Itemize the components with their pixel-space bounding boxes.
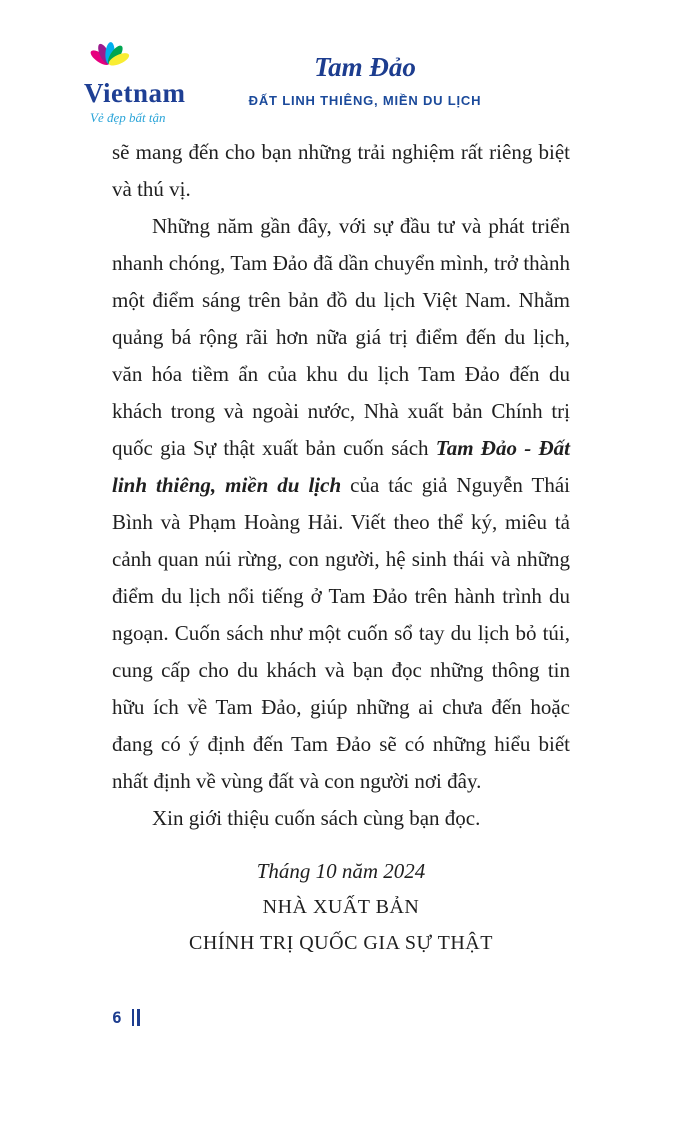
logo-brand-text: Vietnam [84, 78, 186, 108]
text-run: sẽ mang đến cho bạn những trải nghiệm rất riêng biệt và thú vị. [112, 140, 570, 201]
book-title-inline: Tam Đảo - Đất linh thiêng, miền du lịch [112, 436, 570, 497]
flower-icon [86, 38, 132, 84]
page-number: 6 [112, 1008, 122, 1027]
text-run: Xin giới thiệu cuốn sách cùng bạn đọc. [152, 806, 481, 830]
body-paragraphs [112, 134, 570, 837]
publisher-line-1: NHÀ XUẤT BẢN [262, 896, 420, 918]
paragraph [112, 800, 570, 837]
logo-tagline-text: Vẻ đẹp bất tận [90, 110, 166, 125]
vietnam-tourism-logo [84, 52, 214, 126]
closing-date: Tháng 10 năm 2024 [256, 859, 426, 883]
book-subtitle: ĐẤT LINH THIÊNG, MIỀN DU LỊCH [248, 93, 482, 108]
publisher-line-2: CHÍNH TRỊ QUỐC GIA SỰ THẬT [189, 932, 493, 954]
book-title-block [230, 52, 500, 108]
text-run: của tác giả Nguyễn Thái Bình và Phạm Hoàng Hải. Viết theo thể ký, miêu tả cảnh quan núi rừng, con người, hệ sinh thái và những điểm du lịch nổi tiếng ở Tam Đảo trên hành trình du ngoạn. Cuốn sách như một cuốn sổ tay du lịch bỏ túi, cung cấp cho du khách và bạn đọc những thông tin hữu ích về Tam Đảo, giúp những ai chưa đến hoặc đang có ý định đến Tam Đảo sẽ có những hiểu biết nhất định về vùng đất và con người nơi đây. [112, 473, 570, 793]
closing-block [112, 853, 570, 961]
page-content [112, 134, 570, 961]
text-run: Những năm gần đây, với sự đầu tư và phát triển nhanh chóng, Tam Đảo đã dần chuyển mình, trở thành một điểm sáng trên bản đồ du lịch Việt Nam. Nhằm quảng bá rộng rãi hơn nữa giá trị điểm đến du lịch, văn hóa tiềm ẩn của khu du lịch Tam Đảo đến du khách trong và ngoài nước, Nhà xuất bản Chính trị quốc gia Sự thật xuất bản cuốn sách [112, 214, 570, 460]
paragraph [112, 134, 570, 208]
paragraph [112, 208, 570, 800]
page-number-divider-icon [132, 1009, 140, 1026]
book-title: Tam Đảo [314, 52, 416, 82]
page-footer [112, 1008, 140, 1027]
